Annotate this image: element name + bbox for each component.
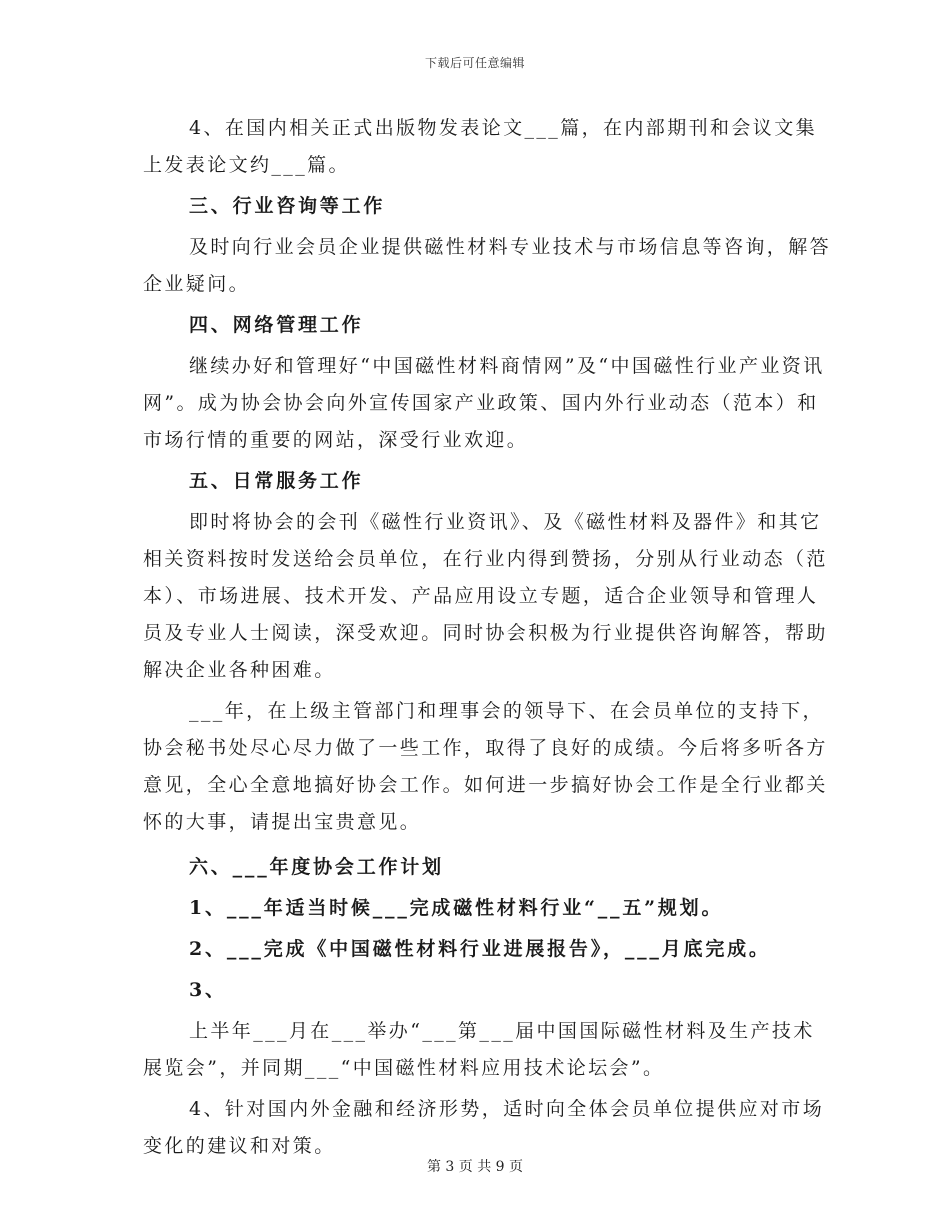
paragraph-exhibition: 上半年___月在___举办“___第___届中国国际磁性材料及生产技术展览会”，并同期___“中国磁性材料应用技术论坛会”。 (143, 1020, 815, 1079)
section-heading-daily-service: 五、日常服务工作 (189, 470, 364, 492)
paragraph-advice: 4、针对国内外金融和经济形势，适时向全体会员单位提供应对市场变化的建议和对策。 (143, 1098, 825, 1157)
plan-item-3: 3、 (189, 979, 227, 1001)
document-body (143, 110, 833, 1165)
paragraph-summary: ___年，在上级主管部门和理事会的领导下、在会员单位的支持下，协会秘书处尽心尽力做了一些工作，取得了良好的成绩。今后将多听各方意见，全心全意地搞好协会工作。如何进一步搞好协会工作是全行业都关怀的大事，请提出宝贵意见。 (143, 700, 828, 833)
plan-item-2: 2、___完成《中国磁性材料行业进展报告》，___月底完成。 (189, 938, 771, 960)
paragraph-daily-service: 即时将协会的会刊《磁性行业资讯》、及《磁性材料及器件》和其它相关资料按时发送给会员单位，在行业内得到赞扬，分别从行业动态（范本）、市场进展、技术开发、产品应用设立专题，适合企业领导和管理人员及专业人士阅读，深受欢迎。同时协会积极为行业提供咨询解答，帮助解决企业各种困难。 (143, 511, 828, 681)
section-heading-plan: 六、___年度协会工作计划 (189, 856, 444, 878)
plan-item-1: 1、___年适当时候___完成磁性材料行业“__五”规划。 (189, 897, 724, 919)
page-header: 下载后可任意编辑 (424, 56, 525, 70)
paragraph-consulting: 及时向行业会员企业提供磁性材料专业技术与市场信息等咨询，解答企业疑问。 (143, 236, 832, 295)
section-heading-consulting: 三、行业咨询等工作 (189, 195, 386, 217)
page-footer: 第 3 页 共 9 页 (426, 1159, 524, 1175)
paragraph-network: 继续办好和管理好“中国磁性材料商情网”及“中国磁性行业产业资讯网”。成为协会协会向外宣传国家产业政策、国内外行业动态（范本）和市场行情的重要的网站，深受行业欢迎。 (143, 355, 825, 451)
paragraph-papers: 4、在国内相关正式出版物发表论文___篇，在内部期刊和会议文集上发表论文约___篇。 (143, 117, 817, 176)
section-heading-network: 四、网络管理工作 (189, 314, 364, 336)
